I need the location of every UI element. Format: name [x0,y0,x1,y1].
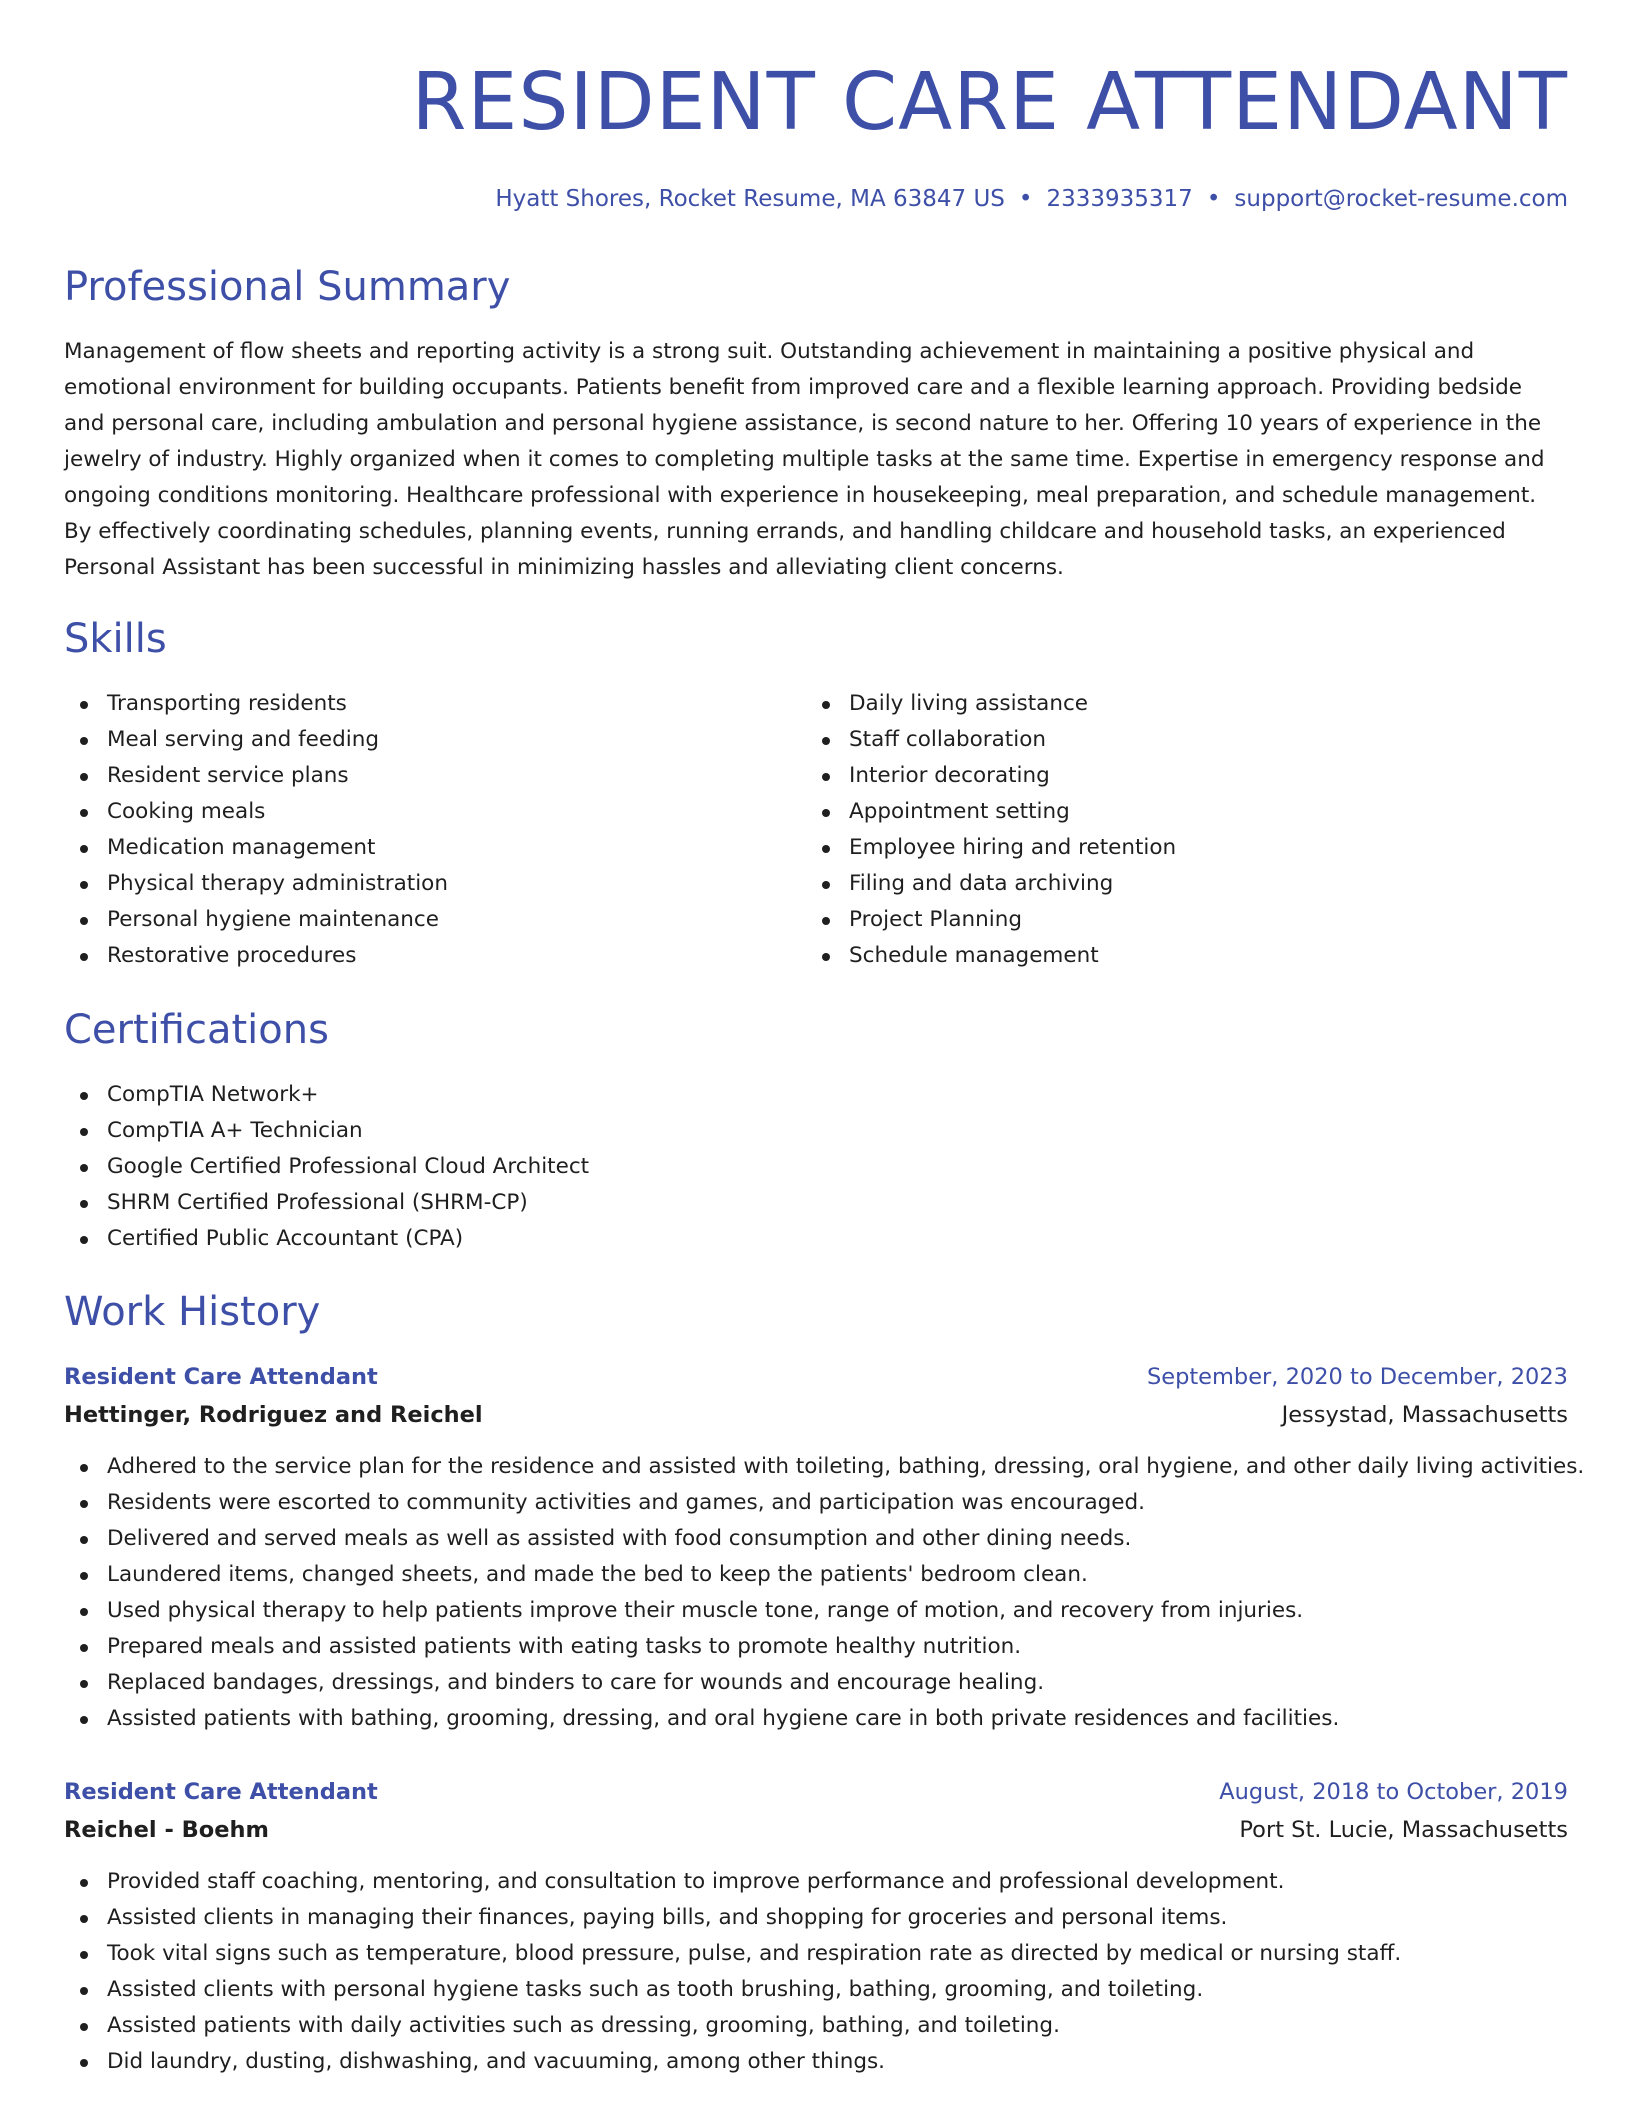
skill-item: Meal serving and feeding [64,722,804,758]
skill-item: Interior decorating [806,758,1546,794]
certification-item: SHRM Certified Professional (SHRM-CP) [64,1185,1568,1221]
summary-heading: Professional Summary [64,264,511,310]
skill-item: Employee hiring and retention [806,830,1546,866]
job-duty: Did laundry, dusting, dishwashing, and vacuuming, among other things. [64,2044,1568,2080]
resume-header [64,0,1568,214]
skills-heading: Skills [64,616,167,662]
job-entry [64,1358,1585,1737]
job-duty: Assisted patients with daily activities such as dressing, grooming, bathing, and toileting. [64,2008,1568,2044]
skill-item: Daily living assistance [806,686,1546,722]
skill-item: Appointment setting [806,794,1546,830]
contact-separator: • [1018,186,1033,212]
skill-item: Cooking meals [64,794,804,830]
certification-item: Google Certified Professional Cloud Architect [64,1149,1568,1185]
job-duty: Took vital signs such as temperature, blood pressure, pulse, and respiration rate as directed by medical or nursing staff. [64,1936,1568,1972]
certifications-list [64,1077,1568,1257]
job-duty: Replaced bandages, dressings, and binders to care for wounds and encourage healing. [64,1665,1568,1701]
job-title: Resident Care Attendant [64,1364,378,1390]
certifications-heading: Certifications [64,1007,329,1053]
job-company: Reichel - Boehm [64,1817,269,1843]
job-duty: Prepared meals and assisted patients with eating tasks to promote healthy nutrition. [64,1629,1568,1665]
skill-item: Transporting residents [64,686,804,722]
certification-item: CompTIA A+ Technician [64,1113,1568,1149]
certification-item: Certified Public Accountant (CPA) [64,1221,1568,1257]
job-duties-list [64,1449,1585,1737]
resume-page [64,0,1585,2074]
job-duty: Used physical therapy to help patients improve their muscle tone, range of motion, and recovery from injuries. [64,1593,1568,1629]
job-duty: Assisted clients in managing their finances, paying bills, and shopping for groceries and personal items. [64,1900,1568,1936]
job-location: Port St. Lucie, Massachusetts [1239,1817,1568,1843]
skill-item: Resident service plans [64,758,804,794]
contact-separator: • [1206,186,1221,212]
job-title: Resident Care Attendant [64,1779,378,1805]
job-duty: Delivered and served meals as well as assisted with food consumption and other dining needs. [64,1521,1568,1557]
contact-phone: 2333935317 [1046,186,1193,212]
skill-item: Staff collaboration [806,722,1546,758]
summary-text: Management of flow sheets and reporting activity is a strong suit. Outstanding achievement in maintaining a positive physical and emotional environment for building occupants. Patients benefit from improved care and a flexible learning approach. Providing bedside and personal care, including ambulation and personal hygiene assistance, is second nature to her. Offering 10 years of experience in the jewelry of industry. Highly organized when it comes to completing multiple tasks at the same time. Expertise in emergency response and ongoing conditions monitoring. Healthcare professional with experience in housekeeping, meal preparation, and schedule management. By effectively coordinating schedules, planning events, running errands, and handling childcare and household tasks, an experienced Personal Assistant has been successful in minimizing hassles and alleviating client concerns. [64,339,1545,580]
job-duty: Assisted patients with bathing, grooming, dressing, and oral hygiene care in both private residences and facilities. [64,1701,1568,1737]
skill-item: Schedule management [806,938,1546,974]
skill-item: Filing and data archiving [806,866,1546,902]
job-header-row [64,1773,1568,1811]
certification-item: CompTIA Network+ [64,1077,1568,1113]
job-duty: Residents were escorted to community activities and games, and participation was encouraged. [64,1485,1568,1521]
job-dates: September, 2020 to December, 2023 [1146,1364,1568,1390]
job-duty: Adhered to the service plan for the residence and assisted with toileting, bathing, dressing, oral hygiene, and other daily living activities. [64,1449,1568,1485]
job-duty: Assisted clients with personal hygiene tasks such as tooth brushing, bathing, grooming, and toileting. [64,1972,1568,2008]
candidate-name: RESIDENT CARE ATTENDANT [411,56,1568,148]
job-duty: Laundered items, changed sheets, and made the bed to keep the patients' bedroom clean. [64,1557,1568,1593]
contact-address: Hyatt Shores, Rocket Resume, MA 63847 US [495,186,1005,212]
skill-item: Personal hygiene maintenance [64,902,804,938]
job-company: Hettinger, Rodriguez and Reichel [64,1402,483,1428]
job-dates: August, 2018 to October, 2019 [1219,1779,1568,1805]
skill-item: Medication management [64,830,804,866]
contact-line [64,184,1568,214]
job-company-row [64,1811,1568,1849]
skills-list-left [64,686,804,974]
job-company-row [64,1396,1568,1434]
work-history-heading: Work History [64,1289,321,1335]
skill-item: Physical therapy administration [64,866,804,902]
job-entry [64,1773,1568,2080]
skill-item: Restorative procedures [64,938,804,974]
contact-email[interactable]: support@rocket-resume.com [1234,186,1568,212]
skill-item: Project Planning [806,902,1546,938]
job-duty: Provided staff coaching, mentoring, and consultation to improve performance and professional development. [64,1864,1568,1900]
job-duties-list [64,1864,1568,2080]
job-header-row [64,1358,1568,1396]
skills-list-right [806,686,1546,974]
job-location: Jessystad, Massachusetts [1281,1402,1568,1428]
